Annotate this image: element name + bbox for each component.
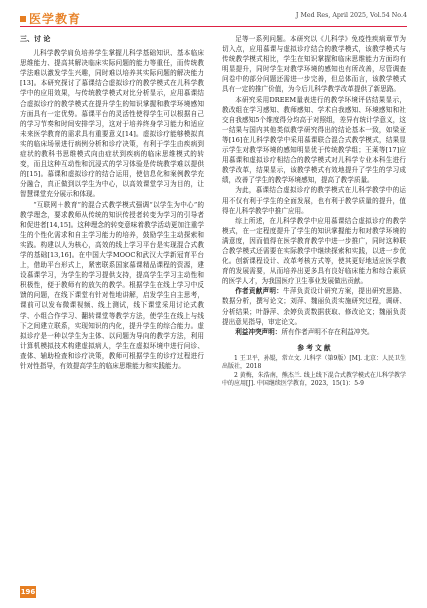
paragraph: “互联网＋教育”的混合式教学模式强调“以学生为中心”的教学理念，要求教师从传统的知识传授者转变为学习的引导者和促进者[14,15]。这种理念的转变意味着教学活动更加注重学生的个性化需求和自主学习能力的培养，鼓励学生主动探索和实践。构建以人为核心，高效的线上学习平台是实现混合式教学的基础[13,16]。在中国大学MOOC和武汉大学新冠育平台上，借助平台形式上，紧密联系国家慕课精品课程的资源，建设慕课学习，为学生的学习提供支持，提高学生学习主动性和积极性，便于教师有的放矢的教学。根据学生在线上学习中反馈的问题，在线下课堂有针对性地讲解，启发学生自主思考，课前可以发布微课视频、线上测试，线下课堂采用讨论式教学、小组合作学习、翻转课堂等教学方法，使学生在线上与线下之间建立联系，实现知识的内化，提升学生的综合能力。虚拟诊疗是一种以学生为主体、以问题为导向的教学方法，利用计算机模拟技术构建虚拟病人，学生在虚拟环境中进行问诊、查体、辅助检查和诊疗决策，教师可根据学生的诊疗过程进行针对性指导，有效提高学生的临床思维能力和实践能力。: [20, 200, 204, 370]
conflict-text: 所有作者声明不存在利益冲突。: [281, 327, 374, 336]
conflict-label: 利益冲突声明：: [235, 327, 282, 336]
paragraph: 为此，慕课结合虚拟诊疗的教学模式在儿科学教学中的运用不仅有利于学生的全面发展，也有利于教学质量的提升，值得在儿科学教学中推广应用。: [222, 186, 406, 215]
author-contribution-label: 作者贡献声明：: [235, 287, 284, 296]
section-title: 三、讨 论: [20, 35, 51, 43]
brand-square-icon: [20, 16, 26, 22]
author-contribution: [222, 286, 406, 326]
right-column: [222, 34, 406, 389]
journal-citation: J Med Res, April 2025, Vol.54 No.4: [295, 12, 407, 19]
paragraph: 足等一系列问题。本研究以《儿科学》免疫性疾病章节为切入点，应用慕课与虚拟诊疗结合的教学模式，该教学模式与传统教学模式相比，学生在知识掌握和临床思维能力方面均有明显提升，同时学生对教学环境的感知也有所改善，尽管调查问卷中的部分问题还需进一步完善，但总体而言，该教学模式具有一定的推广价值，为今后儿科学教学改革提供了新思路。: [222, 35, 406, 94]
reference-item: 1 王卫平，孙锟，常立文. 儿科学（第9版）[M]. 北京：人民卫生出版社，2018: [222, 354, 406, 371]
header-rule: [20, 26, 407, 27]
author-contribution-text: 牛萍负责设计研究方案，提出研究思路、数据分析，撰写论文；刘萍、魏丽负责实施研究过程，调研、分析结果；叶静萍、余婷负责数据获取、修改论文；魏丽负责提出意见指导，审定论文。: [222, 287, 407, 326]
left-column: [20, 34, 204, 371]
paragraph: 本研究采用DREEM量表进行的教学环境评估结果显示，教改组在学习感知、教师感知、学术自我感知、环境感知和社交自我感知5个维度得分均高于对照组，差异有统计学意义，这一结果与国内其他类似教学研究得出的结论基本一致，如梁亚等[16]在儿科学教学中采用慕课联合混合式教学模式，结果显示学生对教学环境的感知明显优于传统教学组；王莱等[17]应用慕课和虚拟诊疗相结合的教学模式对儿科学专业本科生进行教学改革，结果显示，该教学模式有效地提升了学生的学习成绩，改善了学生的教学环境感知，提高了教学质量。: [222, 95, 406, 185]
conflict-statement: [222, 327, 406, 337]
paragraph: 儿科学教学肩负培养学生掌握儿科学基础知识、基本临床思维能力、提高其解决临床实际问题的能力等重任，而传统教学法难以激发学生兴趣，同时难以培养其实际问题的解决能力[13]。本研究探讨了慕课结合虚拟诊疗的教学模式在儿科学教学中的应用效果，与传统教学模式对比分析显示，应用慕课结合虚拟诊疗的教学模式在提升学生的知识掌握和教学环境感知方面具有一定优势。慕课平台的灵活性使得学生可以根据自己的学习节奏和时间安排学习，这对于培养终身学习能力和适应未来医学教育的需求具有重要意义[14]。虚拟诊疗能够模拟真实的临床场景进行病例分析和诊疗决策，有利于学生由疾病到症状的教科书思维模式向由症状到疾病的临床思维模式的转变，而且这种互动性和沉浸式的学习体验是传统教学难以提供的[15]。慕课和虚拟诊疗的结合运用，使信息化和案例教学充分融合，真正做到以学生为中心，以高效课堂学习为目的，让智慧课堂充分展示和体现。: [20, 49, 204, 199]
paragraph: 综上所述，在儿科学教学中应用慕课结合虚拟诊疗的教学模式，在一定程度提升了学生的知识掌握能力和对教学环境的满意度，因而值得在医学教育教学中进一步推广，同时这种联合教学模式还需要在实际教学中继续探索和实践，以进一步优化。创新课程设计、改革考核方式等，使其更好地适应医学教育的发展需要，从而培养出更多具有良好临床能力和综合素质的医学人才，为我国医疗卫生事业发展做出贡献。: [222, 216, 406, 286]
journal-brand: [20, 10, 81, 27]
references-title: 参 考 文 献: [297, 343, 331, 352]
brand-title: 医学教育: [29, 12, 82, 26]
page-number: 196: [20, 588, 36, 596]
reference-item: 2 黄梅，朱浩南，熊杰兰. 线上线下混合式教学模式在儿科学教学中的应用[J]. 中国继续医学教育，2023，15(1)：5-9: [222, 371, 406, 388]
